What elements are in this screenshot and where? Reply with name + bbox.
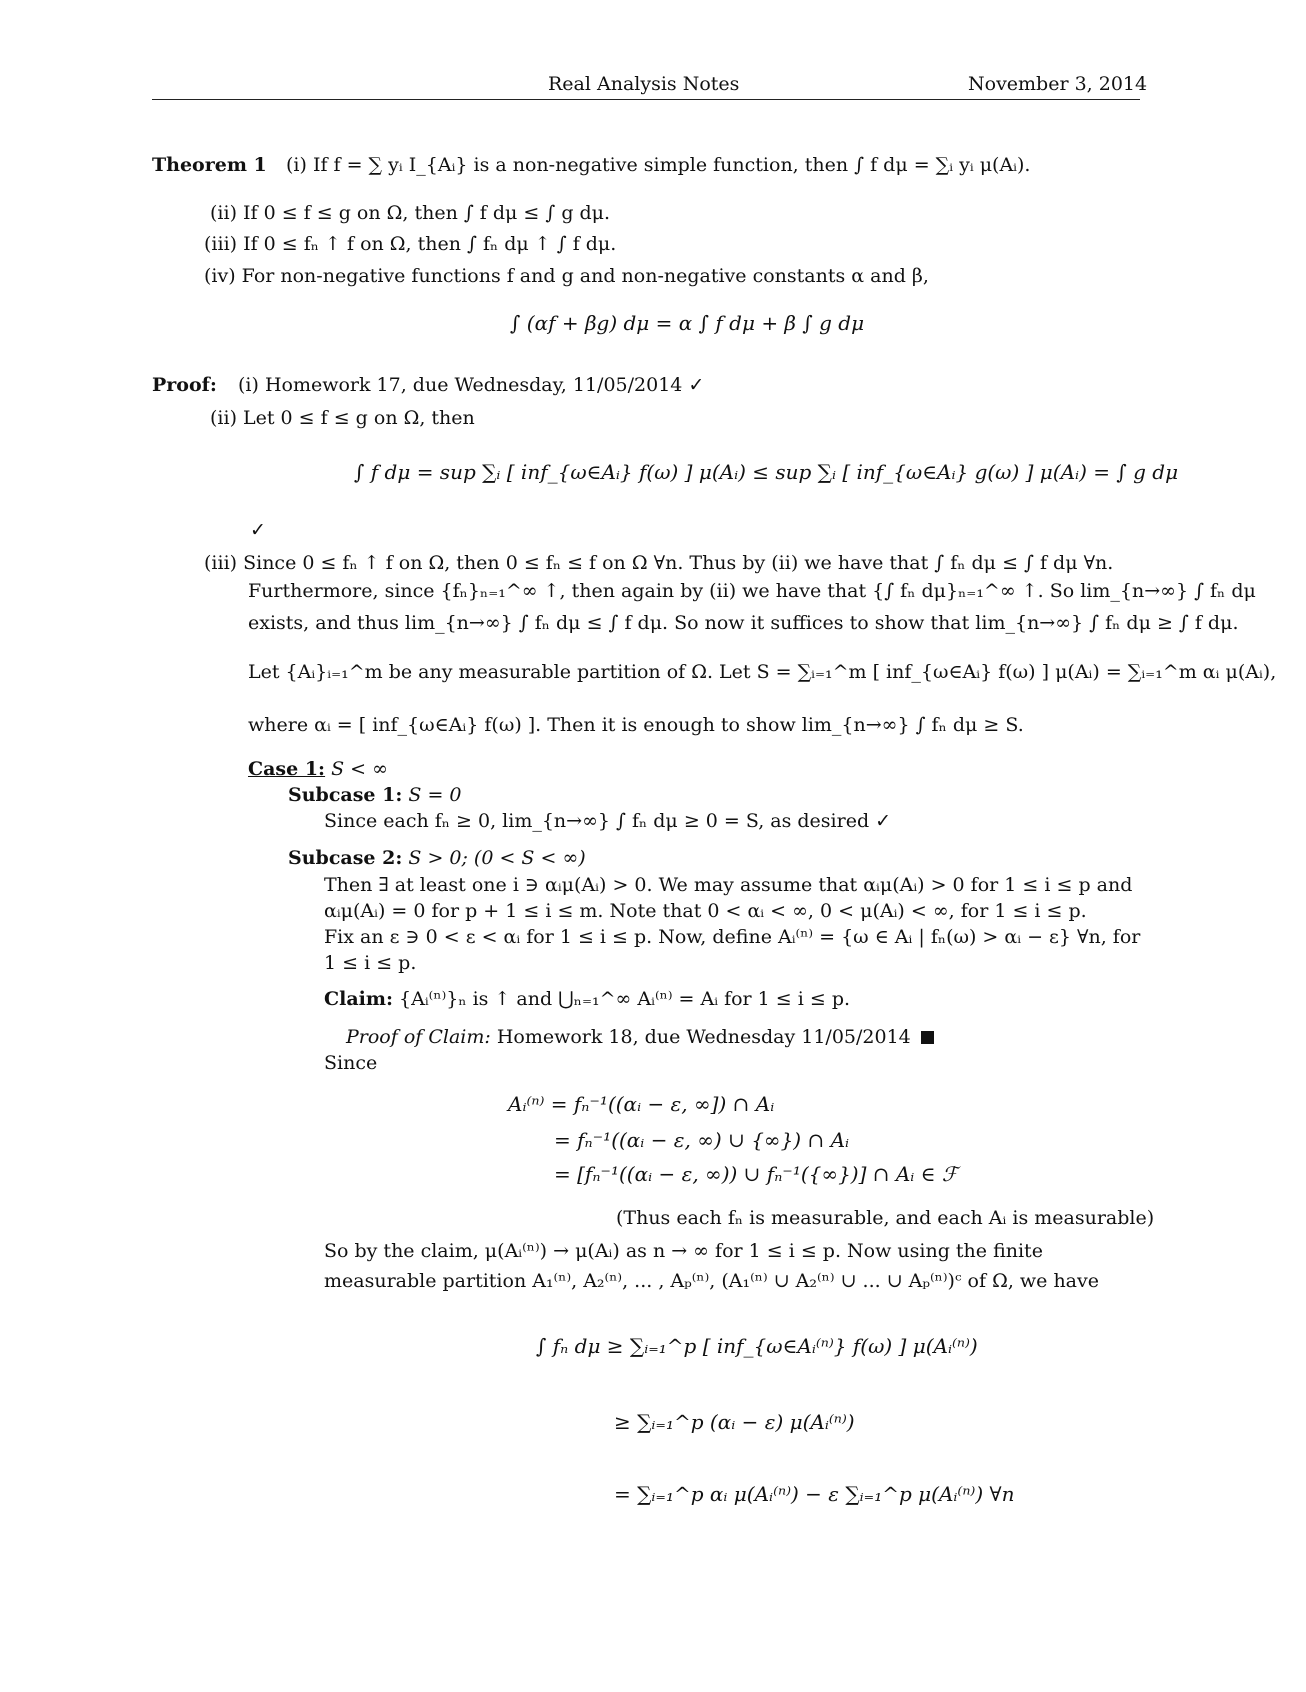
header-date: November 3, 2014 xyxy=(968,73,1148,95)
subcase2-condition: S > 0; (0 < S < ∞) xyxy=(408,847,586,869)
theorem-label: Theorem 1 xyxy=(152,154,267,176)
proof-ii-check: ✓ xyxy=(250,519,266,541)
proof-iii-line1: (iii) Since 0 ≤ fₙ ↑ f on Ω, then 0 ≤ fₙ ≤ f on Ω ∀n. Thus by (ii) we have that ∫ fₙ dμ ≤ ∫ f dμ ∀n. xyxy=(204,552,1114,574)
proof-of-claim-text: Homework 18, due Wednesday 11/05/2014 xyxy=(496,1026,911,1048)
subcase1-heading xyxy=(288,782,462,808)
subcase2-line1: Then ∃ at least one i ∋ αᵢμ(Aᵢ) > 0. We may assume that αᵢμ(Aᵢ) > 0 for 1 ≤ i ≤ p and xyxy=(324,874,1133,896)
proof-of-claim xyxy=(346,1024,934,1050)
header-title: Real Analysis Notes xyxy=(548,73,740,95)
proof-iii-line3: exists, and thus lim_{n→∞} ∫ fₙ dμ ≤ ∫ f dμ. So now it suffices to show that lim_{n→∞} ∫ fₙ dμ ≥ ∫ f dμ. xyxy=(248,612,1239,634)
case1-condition: S < ∞ xyxy=(331,758,388,780)
subcase1-text: Since each fₙ ≥ 0, lim_{n→∞} ∫ fₙ dμ ≥ 0 = S, as desired ✓ xyxy=(324,810,892,832)
subcase2-label: Subcase 2: xyxy=(288,847,403,869)
theorem-item-i: (i) If f = ∑ yᵢ I_{Aᵢ} is a non-negative simple function, then ∫ f dμ = ∑ᵢ yᵢ μ(Aᵢ). xyxy=(286,154,1031,176)
case1-heading xyxy=(248,756,388,782)
proof-label: Proof: xyxy=(152,374,217,396)
proof-iii-line2: Furthermore, since {fₙ}ₙ₌₁^∞ ↑, then again by (ii) we have that {∫ fₙ dμ}ₙ₌₁^∞ ↑. So lim_{n→∞} ∫ fₙ dμ xyxy=(248,580,1256,602)
claim xyxy=(324,986,850,1012)
theorem-item-ii: (ii) If 0 ≤ f ≤ g on Ω, then ∫ f dμ ≤ ∫ g dμ. xyxy=(210,202,611,224)
equation-B-line3: = ∑ᵢ₌₁^p αᵢ μ(Aᵢ⁽ⁿ⁾) − ε ∑ᵢ₌₁^p μ(Aᵢ⁽ⁿ⁾) ∀n xyxy=(614,1482,1015,1506)
qed-square-icon xyxy=(921,1031,934,1044)
equation-B-line1: ∫ fₙ dμ ≥ ∑ᵢ₌₁^p [ inf_{ω∈Aᵢ⁽ⁿ⁾} f(ω) ] μ(Aᵢ⁽ⁿ⁾) xyxy=(536,1334,978,1358)
proof-item-ii: (ii) Let 0 ≤ f ≤ g on Ω, then xyxy=(210,407,475,429)
subcase1-label: Subcase 1: xyxy=(288,784,403,806)
theorem-equation-iv: ∫ (αf + βg) dμ = α ∫ f dμ + β ∫ g dμ xyxy=(510,311,865,335)
claim-label: Claim: xyxy=(324,988,393,1010)
proof-item-i: (i) Homework 17, due Wednesday, 11/05/2014 ✓ xyxy=(238,374,705,396)
subcase1-condition: S = 0 xyxy=(408,784,462,806)
equation-A-line3: = [fₙ⁻¹((αᵢ − ε, ∞)) ∪ fₙ⁻¹({∞})] ∩ Aᵢ ∈ ℱ xyxy=(554,1162,958,1186)
so-line1: So by the claim, μ(Aᵢ⁽ⁿ⁾) → μ(Aᵢ) as n → ∞ for 1 ≤ i ≤ p. Now using the finite xyxy=(324,1240,1043,1262)
proof-iii-line4: Let {Aᵢ}ᵢ₌₁^m be any measurable partition of Ω. Let S = ∑ᵢ₌₁^m [ inf_{ω∈Aᵢ} f(ω) ] μ(Aᵢ) = ∑ᵢ₌₁^m αᵢ μ(Aᵢ), xyxy=(248,661,1277,683)
subcase2-line4: 1 ≤ i ≤ p. xyxy=(324,952,417,974)
subcase2-heading xyxy=(288,845,586,871)
since-text: Since xyxy=(324,1052,378,1074)
equation-A-line2: = fₙ⁻¹((αᵢ − ε, ∞) ∪ {∞}) ∩ Aᵢ xyxy=(554,1128,850,1152)
case1-label: Case 1: xyxy=(248,758,326,780)
so-line2: measurable partition A₁⁽ⁿ⁾, A₂⁽ⁿ⁾, ... , Aₚ⁽ⁿ⁾, (A₁⁽ⁿ⁾ ∪ A₂⁽ⁿ⁾ ∪ ... ∪ Aₚ⁽ⁿ⁾)ᶜ of Ω, we have xyxy=(324,1270,1099,1292)
theorem-item-iii: (iii) If 0 ≤ fₙ ↑ f on Ω, then ∫ fₙ dμ ↑ ∫ f dμ. xyxy=(204,233,617,255)
measurability-remark: (Thus each fₙ is measurable, and each Aᵢ is measurable) xyxy=(616,1207,1155,1229)
proof-of-claim-label: Proof of Claim: xyxy=(346,1026,491,1048)
proof-equation-ii: ∫ f dμ = sup ∑ᵢ [ inf_{ω∈Aᵢ} f(ω) ] μ(Aᵢ) ≤ sup ∑ᵢ [ inf_{ω∈Aᵢ} g(ω) ] μ(Aᵢ) = ∫ g dμ xyxy=(354,460,1179,484)
header-rule xyxy=(152,99,1140,100)
subcase2-line2: αᵢμ(Aᵢ) = 0 for p + 1 ≤ i ≤ m. Note that 0 < αᵢ < ∞, 0 < μ(Aᵢ) < ∞, for 1 ≤ i ≤ p. xyxy=(324,900,1087,922)
claim-text: {Aᵢ⁽ⁿ⁾}ₙ is ↑ and ⋃ₙ₌₁^∞ Aᵢ⁽ⁿ⁾ = Aᵢ for 1 ≤ i ≤ p. xyxy=(399,988,851,1010)
subcase2-line3: Fix an ε ∋ 0 < ε < αᵢ for 1 ≤ i ≤ p. Now, define Aᵢ⁽ⁿ⁾ = {ω ∈ Aᵢ | fₙ(ω) > αᵢ − ε} ∀n, for xyxy=(324,926,1141,948)
theorem-item-iv: (iv) For non-negative functions f and g and non-negative constants α and β, xyxy=(204,265,929,287)
proof-iii-line5: where αᵢ = [ inf_{ω∈Aᵢ} f(ω) ]. Then it is enough to show lim_{n→∞} ∫ fₙ dμ ≥ S. xyxy=(248,714,1024,736)
equation-A-line1: Aᵢ⁽ⁿ⁾ = fₙ⁻¹((αᵢ − ε, ∞]) ∩ Aᵢ xyxy=(508,1092,775,1116)
equation-B-line2: ≥ ∑ᵢ₌₁^p (αᵢ − ε) μ(Aᵢ⁽ⁿ⁾) xyxy=(614,1410,855,1434)
